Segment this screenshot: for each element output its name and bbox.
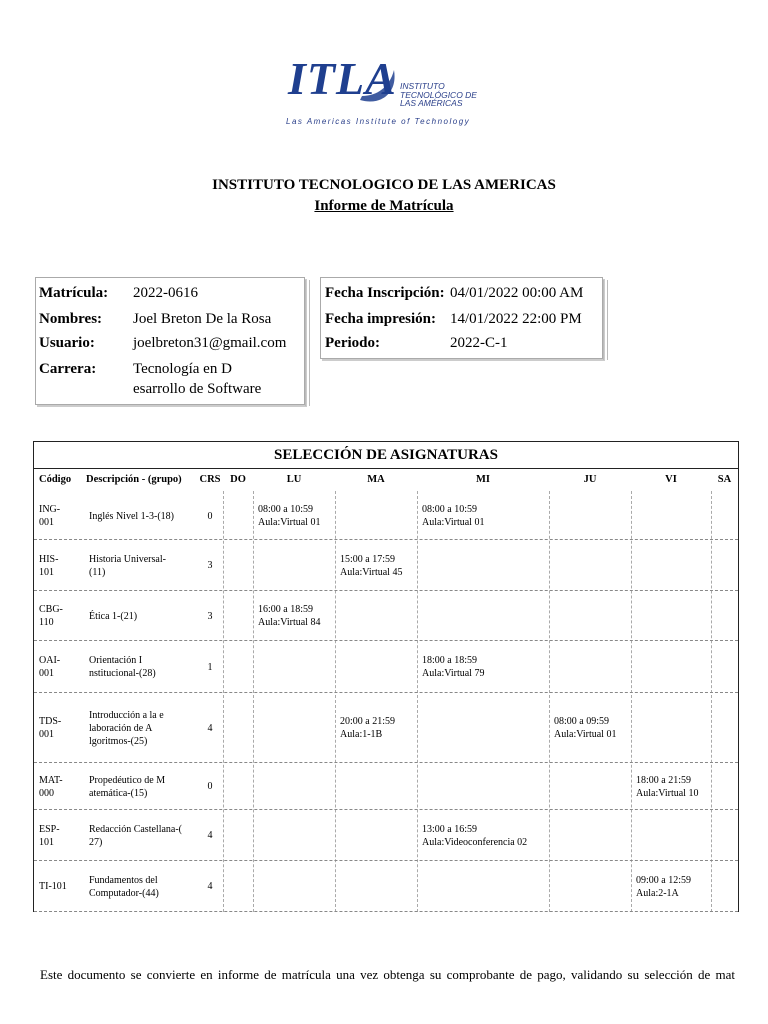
cell-line: 18:00 a 18:59 <box>422 655 477 666</box>
institution-title: INSTITUTO TECNOLOGICO DE LAS AMERICAS <box>212 177 556 193</box>
cell-line: (11) <box>89 566 106 578</box>
cell-mi <box>422 654 554 680</box>
cell-line: 101 <box>39 836 54 848</box>
cell-line: 27) <box>89 836 103 848</box>
cell-lu <box>258 503 340 529</box>
cell-line: 09:00 a 12:59 <box>636 874 691 886</box>
fecha-impresion-label: Fecha impresión: <box>325 311 436 327</box>
cell-crs <box>197 722 223 735</box>
cell-line: 20:00 a 21:59 <box>340 716 395 727</box>
fecha-inscripcion-label: Fecha Inscripción: <box>325 285 445 301</box>
cell-line: ESP- <box>39 823 60 835</box>
cell-line: Aula:Virtual 10 <box>636 787 699 799</box>
cell-line: CBG- <box>39 604 63 615</box>
cell-line: 3 <box>207 610 213 622</box>
cell-line: atemática-(15) <box>89 787 148 799</box>
cell-line: 101 <box>39 566 54 578</box>
cell-line: Aula:1-1B <box>340 729 383 740</box>
logo-side-line: INSTITUTO <box>400 81 445 91</box>
cell-desc <box>89 709 197 748</box>
logo-subtitle: Las Americas Institute of Technology <box>286 117 471 126</box>
cell-line: Propedéutico de M <box>89 774 166 786</box>
periodo-value: 2022-C-1 <box>450 335 508 351</box>
row-divider <box>34 911 738 912</box>
cell-code <box>39 823 87 849</box>
cell-line: Computador-(44) <box>89 887 159 899</box>
cell-line: TI-101 <box>39 881 67 892</box>
cell-crs <box>197 780 223 793</box>
column-header: Descripción - (grupo) <box>86 474 182 485</box>
cell-mi <box>422 503 554 529</box>
cell-line: HIS- <box>39 553 59 565</box>
logo-side-text <box>400 82 500 108</box>
cell-line: nstitucional-(28) <box>89 668 156 679</box>
cell-crs <box>197 610 223 623</box>
cell-line: 16:00 a 18:59 <box>258 604 313 615</box>
cell-lu <box>258 603 340 629</box>
cell-line: Aula:2-1A <box>636 887 679 899</box>
carrera-label: Carrera: <box>39 361 97 377</box>
column-header: SA <box>717 474 732 485</box>
cell-crs <box>197 829 223 842</box>
cell-line: Aula:Virtual 45 <box>340 566 403 578</box>
cell-desc <box>89 874 197 900</box>
column-divider <box>223 491 224 912</box>
cell-desc <box>89 510 197 523</box>
cell-line: 08:00 a 10:59 <box>422 504 477 515</box>
matricula-label: Matrícula: <box>39 285 109 301</box>
cell-line: lgoritmos-(25) <box>89 735 148 747</box>
cell-line: 4 <box>207 881 213 892</box>
cell-line: 18:00 a 21:59 <box>636 774 691 786</box>
row-divider <box>34 762 738 763</box>
cell-line: Aula:Virtual 79 <box>422 668 485 679</box>
cell-line: 08:00 a 10:59 <box>258 504 313 515</box>
cell-desc <box>89 610 197 623</box>
periodo-label: Periodo: <box>325 335 380 351</box>
fecha-inscripcion-value: 04/01/2022 00:00 AM <box>450 285 584 301</box>
fecha-impresion-value: 14/01/2022 22:00 PM <box>450 311 582 327</box>
cell-line: Aula:Virtual 84 <box>258 617 321 628</box>
cell-line: 15:00 a 17:59 <box>340 553 395 565</box>
cell-line: Introducción a la e <box>89 709 164 721</box>
cell-line: Aula:Virtual 01 <box>554 729 617 740</box>
cell-crs <box>197 559 223 572</box>
cell-line: Inglés Nivel 1-3-(18) <box>89 510 174 522</box>
cell-line: 1 <box>207 661 213 673</box>
cell-desc <box>89 654 197 680</box>
cell-line: Fundamentos del <box>89 874 158 886</box>
cell-line: 3 <box>207 560 213 571</box>
cell-crs <box>197 880 223 893</box>
cell-line: 4 <box>207 830 213 841</box>
carrera-value-line-2: esarrollo de Software <box>133 381 262 397</box>
row-divider <box>34 539 738 540</box>
cell-code <box>39 553 87 579</box>
cell-line: 08:00 a 09:59 <box>554 716 609 727</box>
student-info-box <box>35 277 305 405</box>
report-title: Informe de Matrícula <box>314 198 454 214</box>
cell-ma <box>340 715 422 741</box>
cell-code <box>39 715 87 741</box>
cell-line: TDS- <box>39 716 62 727</box>
column-divider <box>253 491 254 912</box>
itla-logo <box>280 53 500 130</box>
cell-crs <box>197 510 223 523</box>
column-header: Código <box>39 474 72 485</box>
column-header: CRS <box>199 474 221 485</box>
enrollment-info-box <box>320 277 603 359</box>
cell-line: 001 <box>39 668 54 679</box>
subjects-title: SELECCIÓN DE ASIGNATURAS <box>34 442 738 469</box>
cell-ma <box>340 553 422 579</box>
cell-line: 110 <box>39 617 54 628</box>
carrera-value-line-1: Tecnología en D <box>133 361 232 377</box>
nombres-label: Nombres: <box>39 311 103 327</box>
cell-vi <box>636 774 716 800</box>
cell-line: 4 <box>207 722 213 734</box>
usuario-label: Usuario: <box>39 335 95 351</box>
cell-desc <box>89 774 197 800</box>
column-divider <box>549 491 550 912</box>
cell-line: 001 <box>39 729 54 740</box>
cell-code <box>39 880 87 893</box>
cell-vi <box>636 874 716 900</box>
matricula-value: 2022-0616 <box>133 285 198 301</box>
row-divider <box>34 590 738 591</box>
cell-desc <box>89 823 197 849</box>
cell-code <box>39 603 87 629</box>
column-divider <box>335 491 336 912</box>
cell-line: Historia Universal- <box>89 553 166 565</box>
cell-line: 001 <box>39 517 54 528</box>
cell-code <box>39 654 87 680</box>
column-header: LU <box>286 474 302 485</box>
cell-line: OAI- <box>39 655 61 666</box>
cell-line: 000 <box>39 787 54 799</box>
usuario-value: joelbreton31@gmail.com <box>133 335 287 351</box>
cell-line: ING- <box>39 504 61 515</box>
column-header: MA <box>367 474 385 485</box>
cell-line: Ética 1-(21) <box>89 610 138 622</box>
cell-line: 0 <box>207 510 213 522</box>
cell-ju <box>554 715 636 741</box>
cell-line: Aula:Virtual 01 <box>422 517 485 528</box>
nombres-value: Joel Breton De la Rosa <box>133 311 272 327</box>
column-header: DO <box>230 474 246 485</box>
footer-note: Este documento se convierte en informe de matrícula una vez obtenga su comprobante de pago, validando su selección de mat <box>40 967 735 982</box>
logo-wordmark: ITLA <box>288 53 397 104</box>
row-divider <box>34 692 738 693</box>
cell-line: laboración de A <box>89 722 153 734</box>
logo-side-line: LAS AMÉRICAS <box>400 98 463 108</box>
row-divider <box>34 640 738 641</box>
cell-line: 0 <box>207 781 213 792</box>
cell-line: MAT- <box>39 774 63 786</box>
cell-desc <box>89 553 197 579</box>
cell-line: Redacción Castellana-( <box>89 823 183 835</box>
cell-line: Aula:Virtual 01 <box>258 517 321 528</box>
column-divider <box>631 491 632 912</box>
row-divider <box>34 809 738 810</box>
column-divider <box>711 491 712 912</box>
subjects-table <box>33 441 739 912</box>
cell-line: Aula:Videoconferencia 02 <box>422 836 528 848</box>
column-header: VI <box>665 474 677 485</box>
column-header: JU <box>583 474 597 485</box>
logo-side-line: TECNOLÓGICO DE <box>400 89 477 100</box>
cell-crs <box>197 661 223 674</box>
cell-code <box>39 503 87 529</box>
row-divider <box>34 860 738 861</box>
cell-code <box>39 774 87 800</box>
cell-line: Orientación I <box>89 655 143 666</box>
column-header: MI <box>476 474 490 485</box>
cell-mi <box>422 823 554 849</box>
cell-line: 13:00 a 16:59 <box>422 823 477 835</box>
